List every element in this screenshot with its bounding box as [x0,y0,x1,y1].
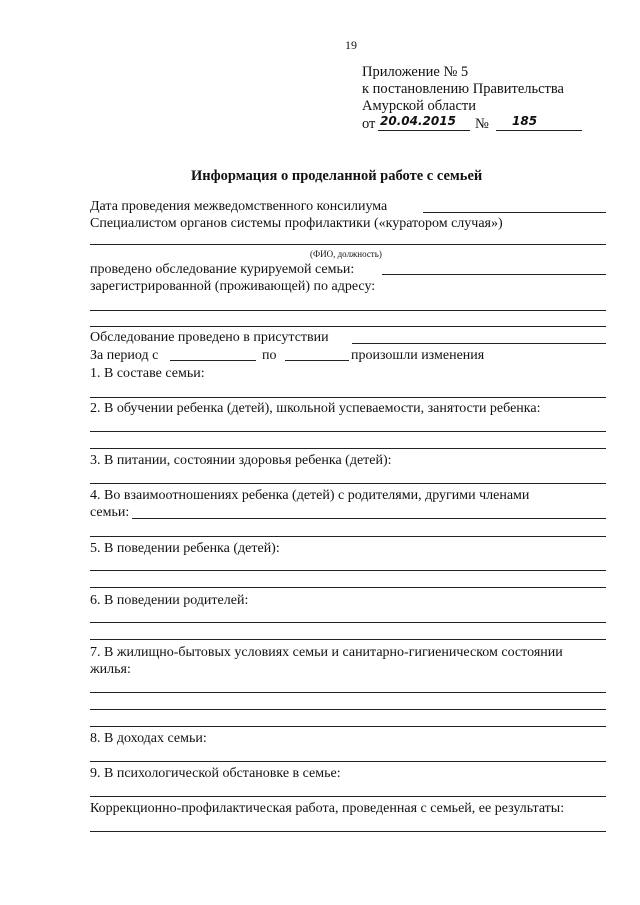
correction-label: Коррекционно-профилактическая работа, проведенная с семьей, ее результаты: [90,801,565,816]
presence-label: Обследование проведено в присутствии [90,330,329,345]
appendix-date-handwritten: 20.04.2015 [380,114,456,128]
appendix-from-prefix: от [362,116,376,132]
form-title: Информация о проделанной работе с семьей [191,168,483,184]
section-1-label: 1. В составе семьи: [90,366,205,381]
section-9-line[interactable] [90,796,606,797]
presence-line[interactable] [352,343,606,344]
period-to-label: по [262,348,277,363]
section-8-line[interactable] [90,761,606,762]
date-consilium-label: Дата проведения межведомственного консилиума [90,199,388,214]
appendix-number-label: № [475,116,489,132]
section-9-label: 9. В психологической обстановке в семье: [90,766,341,781]
period-to-line[interactable] [285,360,349,361]
section-6-line-2[interactable] [90,639,606,640]
survey-label: проведено обследование курируемой семьи: [90,262,355,277]
correction-line[interactable] [90,831,606,832]
appendix-number-handwritten: 185 [512,114,538,128]
date-consilium-line[interactable] [423,212,606,213]
fio-caption: (ФИО, должность) [310,249,382,259]
section-7-label: 7. В жилищно-бытовых условиях семьи и санитарно-гигиеническом состоянии [90,645,563,660]
address-line-2[interactable] [90,326,606,327]
section-4-label: 4. Во взаимоотношениях ребенка (детей) с родителями, другими членами [90,488,530,503]
period-from-label: За период с [90,348,159,363]
section-5-line-1[interactable] [90,570,606,571]
section-2-line-2[interactable] [90,448,606,449]
section-8-label: 8. В доходах семьи: [90,731,207,746]
appendix-resolution: к постановлению Правительства [362,81,564,97]
section-1-line[interactable] [90,397,606,398]
section-2-label: 2. В обучении ребенка (детей), школьной успеваемости, занятости ребенка: [90,401,541,416]
section-7-label-cont: жилья: [90,662,131,677]
number-underline [496,130,582,131]
period-from-line[interactable] [170,360,256,361]
section-7-line-2[interactable] [90,709,606,710]
section-3-label: 3. В питании, состоянии здоровья ребенка (детей): [90,453,392,468]
section-4-line-1[interactable] [132,518,606,519]
changes-label: произошли изменения [351,348,485,363]
date-underline [378,130,470,131]
specialist-label: Специалистом органов системы профилактики («куратором случая») [90,216,503,231]
appendix-region: Амурской области [362,98,476,114]
section-2-line-1[interactable] [90,431,606,432]
specialist-line[interactable] [90,244,606,245]
section-4-label-cont: семьи: [90,505,130,520]
section-5-line-2[interactable] [90,587,606,588]
page-number: 19 [345,38,357,52]
survey-line[interactable] [382,274,606,275]
section-3-line[interactable] [90,483,606,484]
section-4-line-2[interactable] [90,536,606,537]
address-line-1[interactable] [90,310,606,311]
section-6-label: 6. В поведении родителей: [90,593,249,608]
section-7-line-3[interactable] [90,726,606,727]
section-6-line-1[interactable] [90,622,606,623]
section-5-label: 5. В поведении ребенка (детей): [90,541,280,556]
address-label: зарегистрированной (проживающей) по адресу: [90,279,376,294]
appendix-number: Приложение № 5 [362,64,469,80]
section-7-line-1[interactable] [90,692,606,693]
